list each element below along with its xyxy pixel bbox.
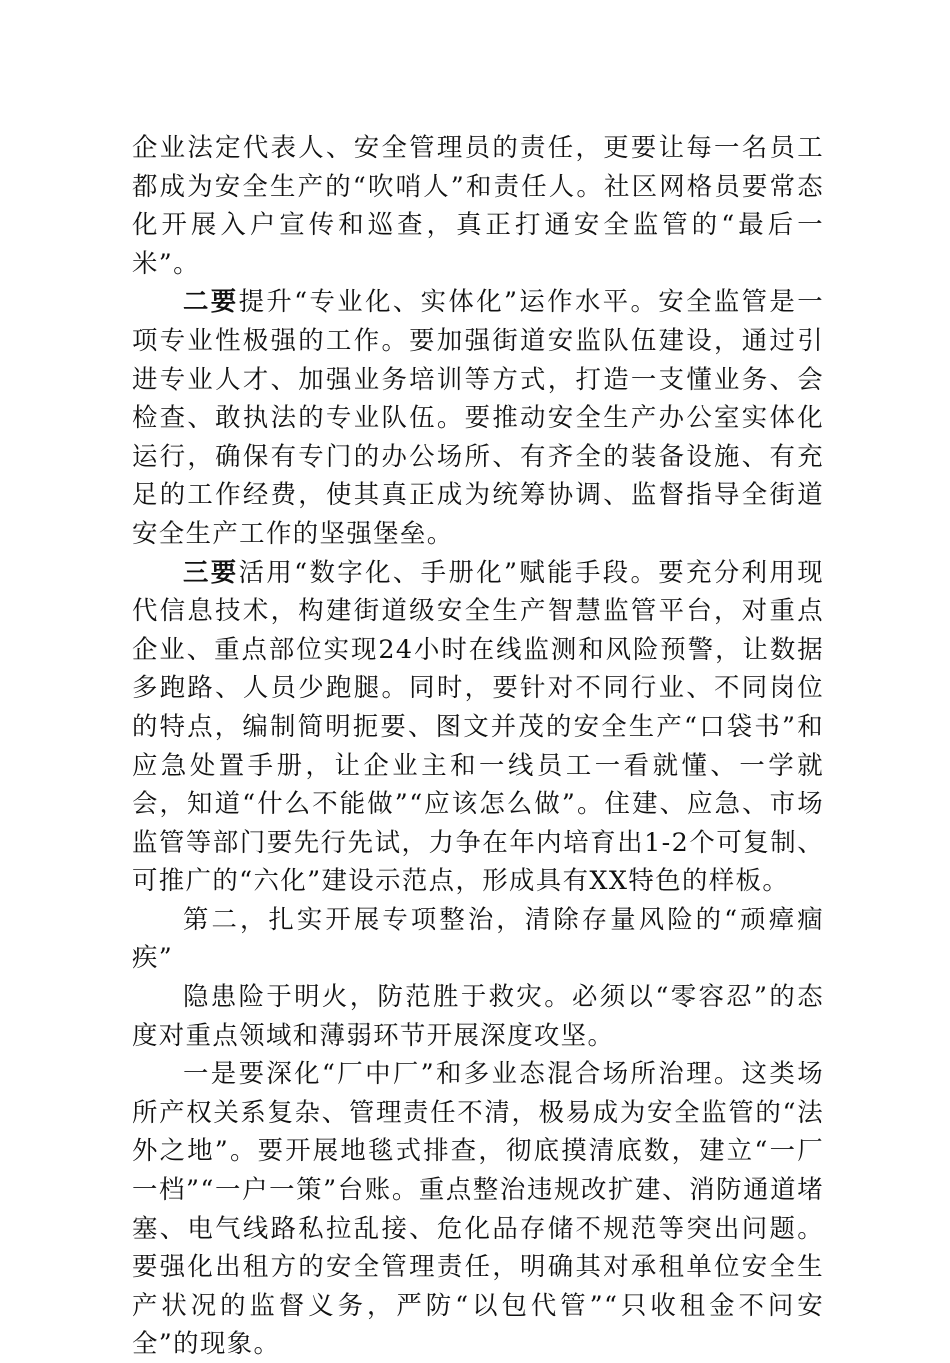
paragraph-6-text: 一是要深化“厂中厂”和多业态混合场所治理。这类场所产权关系复杂、管理责任不清，极易成为安全监管的“法外之地”。要开展地毯式排查，彻底摸清底数，建立“一厂一档”“一户一策”台账。重点整治违规改扩建、消防通道堵塞、电气线路私拉乱接、危化品存储不规范等突出问题。要强化出租方的安全管理责任，明确其对承租单位安全生产状况的监督义务，严防“以包代管”“只收租金不问安全”的现象。 <box>132 1058 824 1359</box>
paragraph-2-text: 提升“专业化、实体化”运作水平。安全监管是一项专业性极强的工作。要加强街道安监队伍建设，通过引进专业人才、加强业务培训等方式，打造一支懂业务、会检查、敢执法的专业队伍。要推动安全生产办公室实体化运行，确保有专门的办公场所、有齐全的装备设施、有充足的工作经费，使其真正成为统筹协调、监督指导全街道安全生产工作的坚强堡垒。 <box>132 286 824 548</box>
paragraph-5 <box>132 977 824 1054</box>
section-heading-text: 第二，扎实开展专项整治，清除存量风险的“顽瘴痼疾” <box>132 903 824 973</box>
section-heading <box>132 900 824 977</box>
paragraph-1 <box>132 128 824 282</box>
paragraph-3-lead: 三要 <box>183 556 239 587</box>
paragraph-6 <box>132 1054 824 1363</box>
paragraph-2 <box>132 282 824 552</box>
paragraph-5-text: 隐患险于明火，防范胜于救灾。必须以“零容忍”的态度对重点领域和薄弱环节开展深度攻坚。 <box>132 981 824 1050</box>
paragraph-3-text: 活用“数字化、手册化”赋能手段。要充分利用现代信息技术，构建街道级安全生产智慧监管平台，对重点企业、重点部位实现24小时在线监测和风险预警，让数据多跑路、人员少跑腿。同时，要针对不同行业、不同岗位的特点，编制简明扼要、图文并茂的安全生产“口袋书”和应急处置手册，让企业主和一线员工一看就懂、一学就会，知道“什么不能做”“应该怎么做”。住建、应急、市场监管等部门要先行先试，力争在年内培育出1-2个可复制、可推广的“六化”建设示范点，形成具有XX特色的样板。 <box>132 556 824 896</box>
document-body <box>132 128 824 1363</box>
paragraph-2-lead: 二要 <box>183 286 239 317</box>
paragraph-1-text: 企业法定代表人、安全管理员的责任，更要让每一名员工都成为安全生产的“吹哨人”和责任人。社区网格员要常态化开展入户宣传和巡查，真正打通安全监管的“最后一米”。 <box>132 132 824 278</box>
paragraph-3 <box>132 553 824 900</box>
